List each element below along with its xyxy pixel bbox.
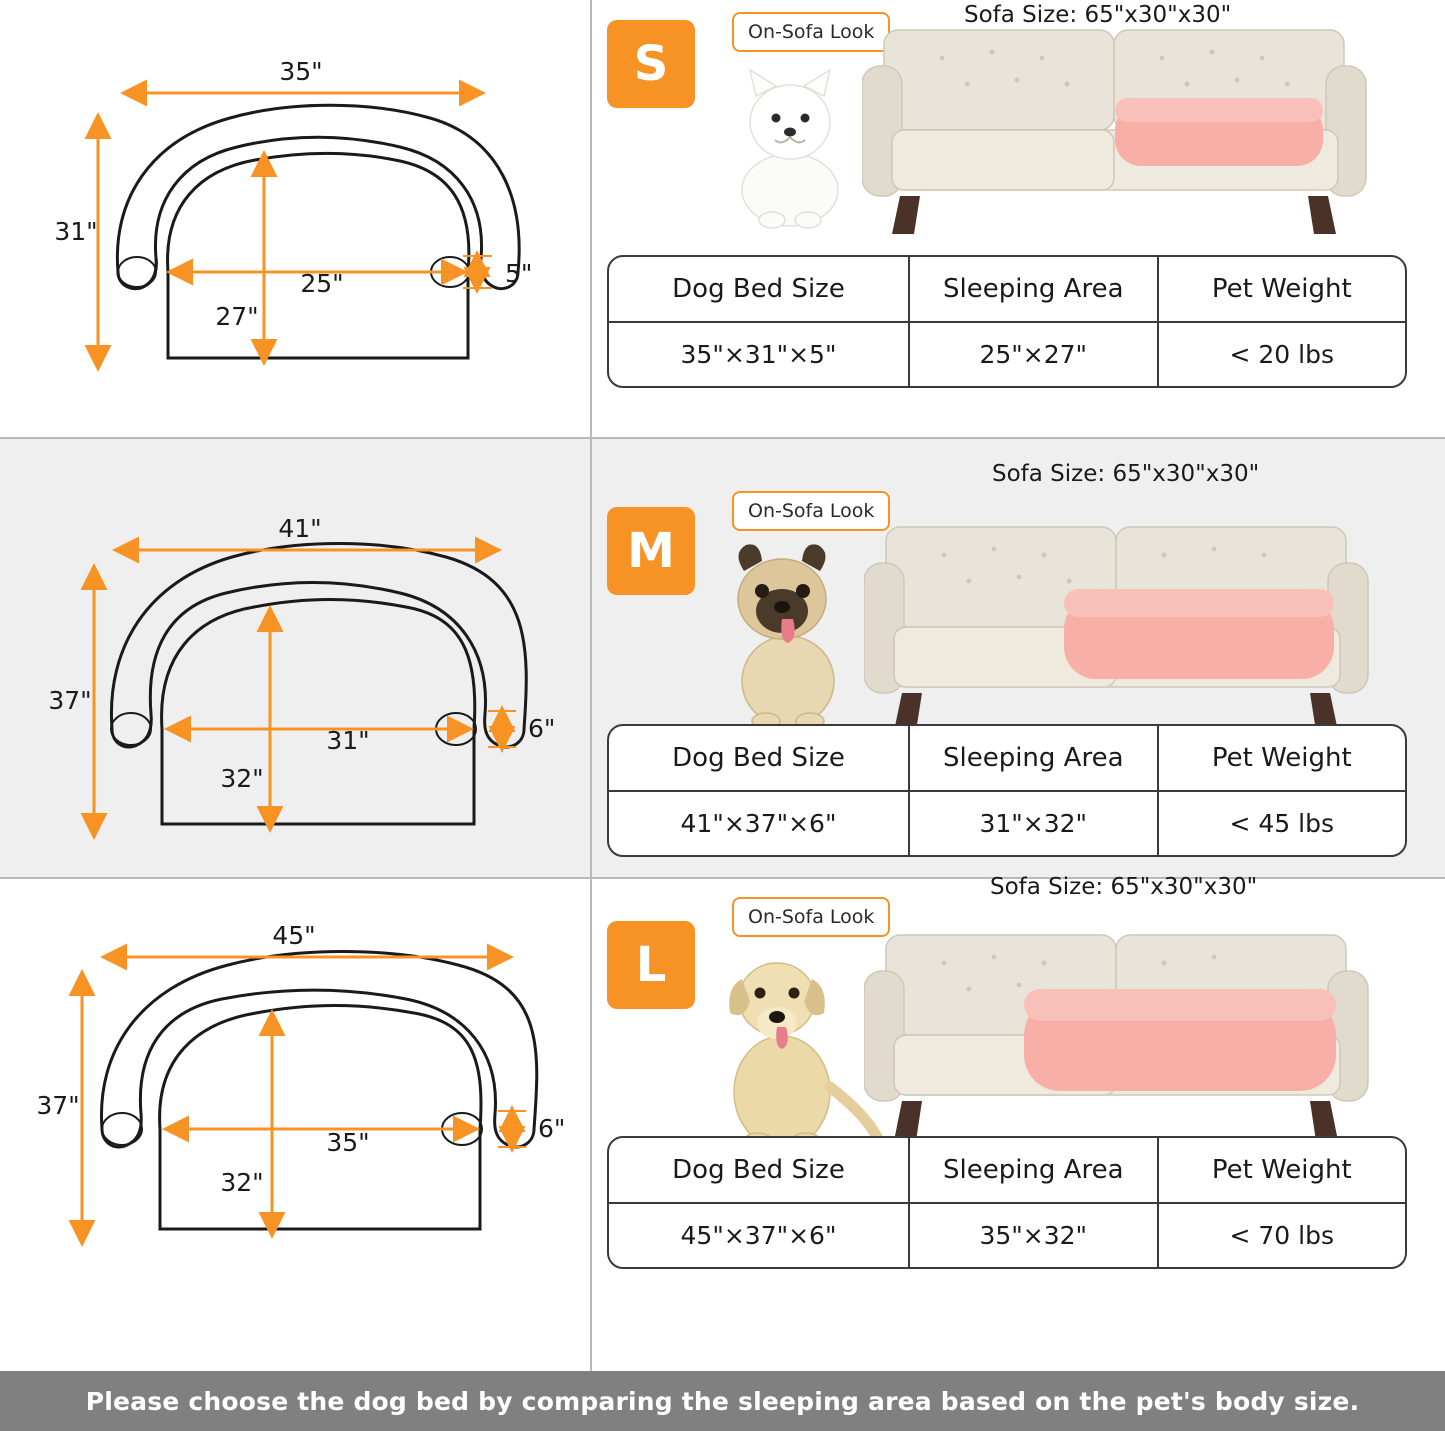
spec-table-value-row (609, 1204, 1405, 1267)
sofa-size-label-medium: Sofa Size: 65"x30"x30" (992, 461, 1260, 487)
value-pet-weight: < 20 lbs (1157, 323, 1406, 386)
size-badge-medium: M (607, 507, 695, 595)
spec-table-header-row (609, 257, 1405, 323)
dim-inner-width-label-small: 25" (300, 269, 344, 298)
dog-bed-on-sofa-small (1115, 98, 1323, 166)
header-sleeping-area: Sleeping Area (908, 1138, 1157, 1202)
header-pet-weight: Pet Weight (1157, 257, 1406, 321)
header-sleeping-area: Sleeping Area (908, 726, 1157, 790)
header-pet-weight: Pet Weight (1157, 1138, 1406, 1202)
dim-height-label-medium: 37" (48, 686, 92, 715)
header-pet-weight: Pet Weight (1157, 726, 1406, 790)
on-sofa-look-label-medium: On-Sofa Look (732, 491, 890, 531)
spec-table-medium (607, 724, 1407, 857)
value-sleeping-area: 35"×32" (908, 1204, 1157, 1267)
on-sofa-look-label-small: On-Sofa Look (732, 12, 890, 52)
on-sofa-look-label-large: On-Sofa Look (732, 897, 890, 937)
size-badge-small: S (607, 20, 695, 108)
bed-diagram-large (0, 879, 590, 1371)
dim-bolster-label-large: 6" (538, 1114, 566, 1143)
dim-inner-height-label-small: 27" (215, 302, 259, 331)
value-pet-weight: < 70 lbs (1157, 1204, 1406, 1267)
dim-height-label-small: 31" (54, 217, 98, 246)
size-row-medium (0, 437, 1445, 877)
sofa-illustration-small (862, 22, 1392, 242)
value-bed-size: 35"×31"×5" (680, 340, 837, 369)
size-info-large (590, 874, 1445, 1371)
value-pet-weight: < 45 lbs (1157, 792, 1406, 855)
bed-diagram-small (0, 0, 590, 437)
size-info-small (590, 0, 1445, 437)
spec-table-header-row (609, 1138, 1405, 1204)
footer-note: Please choose the dog bed by comparing the sleeping area based on the pet's body size. (0, 1371, 1445, 1431)
spec-table-value-row (609, 792, 1405, 855)
size-info-medium (590, 439, 1445, 877)
value-bed-size: 45"×37"×6" (680, 1221, 837, 1250)
dim-width-label-medium: 41" (278, 514, 322, 543)
value-sleeping-area: 25"×27" (908, 323, 1157, 386)
header-bed-size: Dog Bed Size (672, 743, 845, 773)
dog-illustration-pug (700, 531, 870, 731)
sofa-illustration-medium (864, 519, 1394, 739)
spec-table-value-row (609, 323, 1405, 386)
dog-illustration-pomeranian (720, 60, 860, 230)
size-badge-large: L (607, 921, 695, 1009)
size-row-small (0, 0, 1445, 437)
dim-bolster-label-medium: 6" (528, 714, 556, 743)
dim-inner-height-label-medium: 32" (220, 764, 264, 793)
sofa-illustration-large (864, 927, 1394, 1152)
dim-height-label-large: 37" (36, 1091, 80, 1120)
dim-inner-width-label-medium: 31" (326, 726, 370, 755)
header-sleeping-area: Sleeping Area (908, 257, 1157, 321)
dim-inner-width-label-large: 35" (326, 1128, 370, 1157)
spec-table-small (607, 255, 1407, 388)
dim-width-label-small: 35" (279, 57, 323, 86)
value-bed-size: 41"×37"×6" (680, 809, 837, 838)
dim-inner-height-label-large: 32" (220, 1168, 264, 1197)
header-bed-size: Dog Bed Size (672, 274, 845, 304)
bed-diagram-medium (0, 439, 590, 877)
dog-illustration-labrador (682, 937, 892, 1157)
dim-width-label-large: 45" (272, 921, 316, 950)
size-row-large (0, 874, 1445, 1371)
dog-bed-on-sofa-medium (1064, 589, 1334, 679)
value-sleeping-area: 31"×32" (908, 792, 1157, 855)
sofa-size-label-small: Sofa Size: 65"x30"x30" (964, 2, 1232, 28)
header-bed-size: Dog Bed Size (672, 1155, 845, 1185)
dog-bed-on-sofa-large (1024, 989, 1336, 1091)
spec-table-large (607, 1136, 1407, 1269)
spec-table-header-row (609, 726, 1405, 792)
sofa-size-label-large: Sofa Size: 65"x30"x30" (990, 874, 1258, 900)
dim-bolster-label-small: 5" (505, 259, 533, 288)
